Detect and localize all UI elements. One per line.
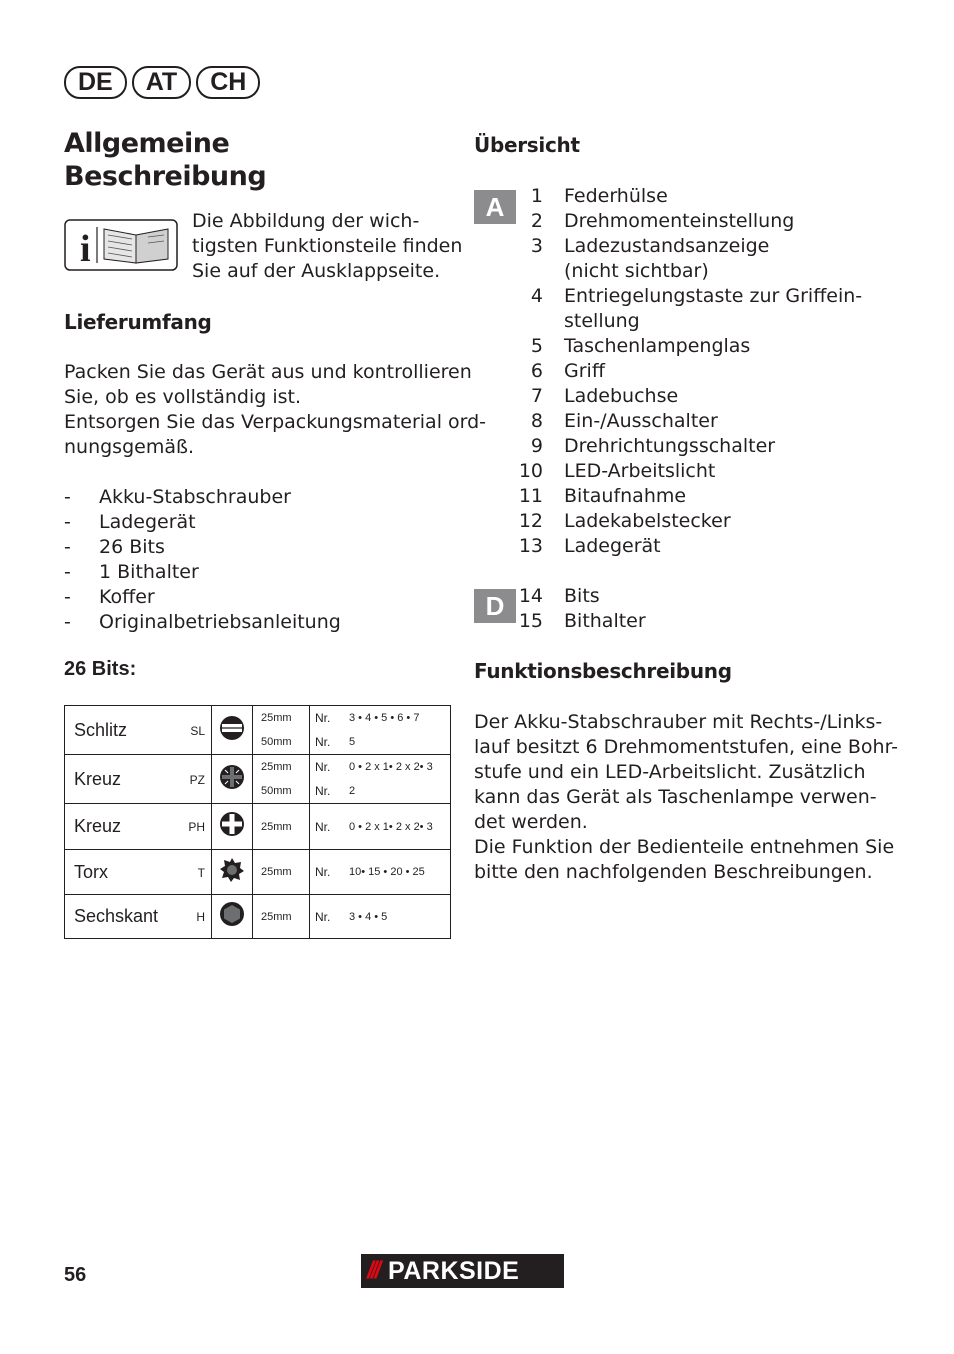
figure-label-a: A [474,190,516,224]
item-text: Ein-/Ausschalter [564,410,718,432]
paragraph-line: Sie, ob es vollständig ist. [64,386,302,408]
item-text: Federhülse [564,185,668,207]
phillips-bit-icon [212,804,253,850]
page-title [64,127,266,193]
item-text: Drehrichtungsschalter [564,435,776,457]
bullet: - [64,511,71,533]
nr-label: Nr. [315,760,331,774]
bit-length: 25mm [261,712,292,724]
bit-name-cell [65,706,212,755]
bit-values-cell [310,850,451,895]
page-number: 56 [64,1264,87,1286]
bit-length-cell [253,755,310,804]
title-line-2: Beschreibung [64,161,267,192]
bits-table [64,705,451,939]
nr-label: Nr. [315,865,331,879]
item-text: Koffer [99,586,155,608]
bit-code: H [196,910,205,924]
table-row [65,895,451,939]
list-item [64,510,341,535]
paragraph-line: lauf besitzt 6 Drehmomentstufen, eine Bohr- [474,736,899,758]
list-item [499,209,862,234]
parkside-logo [361,1254,564,1288]
country-badges [64,66,260,99]
list-item [499,484,862,509]
item-number: 15 [518,610,543,632]
bit-length-cell [253,804,310,850]
item-number: 10 [518,460,543,482]
bullet: - [64,586,71,608]
brand-name: PARKSIDE [388,1256,520,1285]
list-item [64,485,341,510]
bit-sizes: 5 [349,736,356,748]
overview-list-a [499,184,862,559]
bit-length: 50mm [261,785,292,797]
bit-values-cell [310,895,451,939]
bit-name-cell [65,755,212,804]
bit-sizes: 0 • 2 x 1• 2 x 2• 3 [349,761,433,773]
item-text: 1 Bithalter [99,561,199,583]
figure-label-d: D [474,589,516,623]
paragraph-line: Entsorgen Sie das Verpackungsmaterial ord- [64,411,487,433]
bit-code: PZ [189,772,205,787]
bit-code: T [197,865,205,880]
bit-length: 25mm [261,910,292,923]
title-line-1: Allgemeine [64,128,230,159]
brand-mark: /// [367,1257,379,1284]
item-number: 2 [530,210,543,232]
item-number: 6 [530,360,543,382]
item-text: Ladebuchse [564,385,679,407]
item-text [564,234,769,284]
function-paragraph [474,710,898,885]
item-number: 11 [518,485,543,507]
bullet: - [64,561,71,583]
list-item [499,359,862,384]
bit-sizes: 3 • 4 • 5 [349,910,388,923]
paragraph-line: Der Akku-Stabschrauber mit Rechts-/Links- [474,711,883,733]
bits-heading: 26 Bits: [64,658,137,680]
item-number: 7 [530,385,543,407]
paragraph-line: bitte den nachfolgenden Beschreibungen. [474,861,873,883]
info-line: Die Abbildung der wich- [192,210,420,232]
list-item [499,609,646,634]
bit-name-cell [65,850,212,895]
bit-length-cell [253,706,310,755]
bit-values-cell [310,804,451,850]
bit-sizes: 0 • 2 x 1• 2 x 2• 3 [349,820,433,833]
list-item [499,184,862,209]
item-text: Akku-Stabschrauber [99,486,291,508]
item-number: 9 [530,435,543,457]
table-row [65,804,451,850]
hex-bit-icon [212,895,253,939]
item-text: Taschenlampenglas [564,335,751,357]
item-text: Ladegerät [99,511,196,533]
item-text: 26 Bits [99,536,165,558]
table-row [65,850,451,895]
info-book-icon [64,219,178,275]
item-text: LED-Arbeitslicht [564,460,716,482]
delivery-list [64,485,341,635]
nr-label: Nr. [315,711,331,725]
bit-length-cell [253,850,310,895]
list-item [499,534,862,559]
nr-label: Nr. [315,909,331,924]
bit-length-cell [253,895,310,939]
overview-heading: Übersicht [474,133,580,157]
list-item [499,384,862,409]
bit-code: SL [190,723,205,738]
list-item [499,409,862,434]
bit-sizes: 2 [349,785,356,797]
list-item [499,284,862,334]
item-number: 12 [518,510,543,532]
item-number: 3 [530,235,543,257]
item-text: Ladekabelstecker [564,510,731,532]
item-line: stellung [564,310,640,332]
item-number: 1 [530,185,543,207]
svg-text:i: i [80,228,91,270]
paragraph-line: kann das Gerät als Taschenlampe verwen- [474,786,877,808]
lieferumfang-heading: Lieferumfang [64,310,212,334]
badge-at: AT [132,66,191,99]
table-row [65,706,451,755]
bit-sizes: 3 • 4 • 5 • 6 • 7 [349,712,420,724]
list-item [499,509,862,534]
bit-values-cell [310,706,451,755]
paragraph-line: det werden. [474,811,588,833]
bit-length: 25mm [261,761,292,773]
bullet: - [64,486,71,508]
item-number: 8 [530,410,543,432]
item-text: Bithalter [564,610,646,632]
item-number: 5 [530,335,543,357]
bit-code: PH [188,820,205,834]
list-item [499,334,862,359]
nr-label: Nr. [315,819,331,834]
info-line: Sie auf der Ausklappseite. [192,260,441,282]
list-item [499,234,862,284]
function-heading: Funktionsbeschreibung [474,659,732,683]
item-line: Ladezustandsanzeige [564,235,770,257]
bit-sizes: 10• 15 • 20 • 25 [349,866,425,878]
item-text: Griff [564,360,605,382]
item-text: Drehmomenteinstellung [564,210,795,232]
list-item [499,584,646,609]
paragraph-line: nungsgemäß. [64,436,194,458]
list-item [64,560,341,585]
list-item [499,459,862,484]
item-number: 4 [530,285,543,307]
info-line: tigsten Funktionsteile finden [192,235,463,257]
nr-label: Nr. [315,735,331,749]
bit-name: Kreuz [74,768,122,789]
bit-name: Kreuz [74,816,122,836]
table-row [65,755,451,804]
paragraph-line: Packen Sie das Gerät aus und kontrollieren [64,361,472,383]
item-text: Bitaufnahme [564,485,687,507]
torx-bit-icon [212,850,253,895]
bit-length: 50mm [261,736,292,748]
lieferumfang-paragraph [64,360,486,460]
bit-name: Schlitz [74,719,128,740]
bullet: - [64,611,71,633]
bit-name: Torx [74,861,109,882]
badge-ch: CH [196,66,260,99]
list-item [64,585,341,610]
item-line: Entriegelungstaste zur Griffein- [564,285,863,307]
bit-length: 25mm [261,866,292,878]
list-item [64,535,341,560]
nr-label: Nr. [315,784,331,798]
item-text: Originalbetriebsanleitung [99,611,341,633]
item-line: (nicht sichtbar) [564,260,709,282]
paragraph-line: stufe und ein LED-Arbeitslicht. Zusätzlich [474,761,866,783]
bit-name: Sechskant [74,906,159,926]
badge-de: DE [64,66,127,99]
paragraph-line: Die Funktion der Bedienteile entnehmen Sie [474,836,895,858]
item-text [564,284,862,334]
overview-list-d [499,584,646,634]
info-text [192,209,462,284]
item-number: 14 [518,585,543,607]
pozidriv-bit-icon [212,755,253,804]
bit-length: 25mm [261,820,292,833]
item-text: Ladegerät [564,535,661,557]
bullet: - [64,536,71,558]
list-item [64,610,341,635]
item-number: 13 [518,535,543,557]
list-item [499,434,862,459]
bit-name-cell [65,895,212,939]
bit-name-cell [65,804,212,850]
item-text: Bits [564,585,600,607]
slotted-bit-icon [212,706,253,755]
bit-values-cell [310,755,451,804]
